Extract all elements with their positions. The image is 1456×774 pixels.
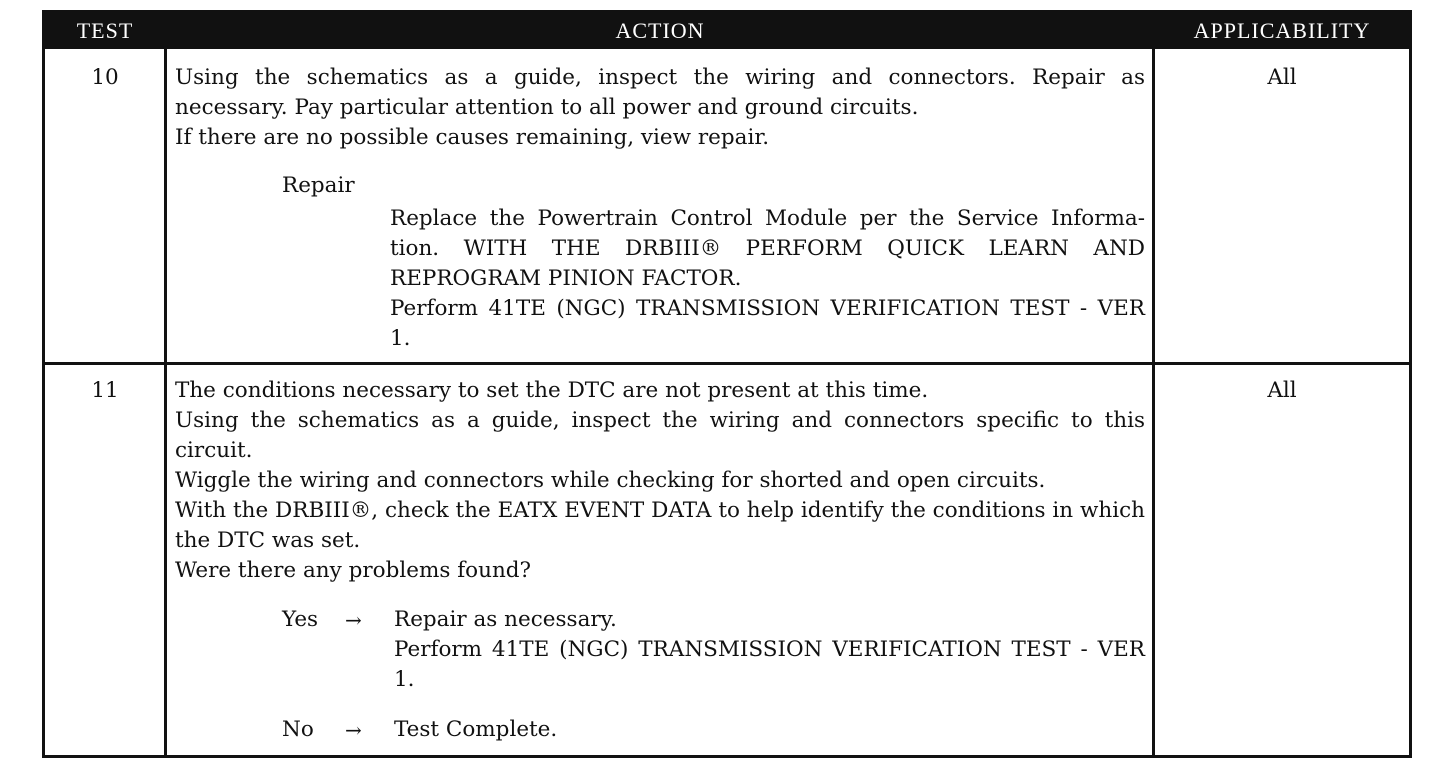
procedure-table: [42, 10, 1412, 758]
applicability-11: All: [1267, 378, 1297, 403]
arrow-right-icon: →: [345, 608, 362, 632]
header-applicability: APPLICABILITY: [1155, 13, 1409, 49]
action-paragraph: Using the schematics as a guide, inspect the wiring and connectors. Repair as necessary. Pay particular attention to all power and ground circuits.: [175, 65, 1145, 120]
header-action: ACTION: [165, 13, 1155, 49]
yes-result: [394, 605, 1145, 695]
no-line: Test Complete.: [394, 717, 558, 742]
action-paragraph: Using the schematics as a guide, inspect the wiring and connectors specific to this circuit.: [175, 408, 1145, 463]
yes-line: Repair as necessary.: [394, 607, 617, 632]
yes-line: Perform 41TE (NGC) TRANSMISSION VERIFICATION TEST - VER 1.: [394, 637, 1145, 692]
repair-line: Perform 41TE (NGC) TRANSMISSION VERIFICATION TEST - VER 1.: [390, 296, 1145, 351]
applicability-10: All: [1267, 65, 1297, 90]
repair-label: Repair: [282, 173, 355, 198]
action-paragraph: Were there any problems found?: [175, 558, 532, 583]
repair-line: Replace the Powertrain Control Module per the Service Informa-tion. WITH THE DRBIII® PERFORM QUICK LEARN AND REPROGRAM PINION FACTOR.: [390, 206, 1145, 291]
header-test: TEST: [45, 13, 165, 49]
arrow-right-icon: →: [345, 718, 362, 742]
yes-label: Yes: [282, 607, 319, 632]
action-text-11: [175, 376, 1145, 586]
action-paragraph: If there are no possible causes remaining, view repair.: [175, 125, 770, 150]
action-text-10: [175, 63, 1145, 153]
test-number-10: 10: [91, 65, 119, 90]
action-paragraph: The conditions necessary to set the DTC are not present at this time.: [175, 378, 929, 403]
repair-instructions: [390, 204, 1145, 354]
action-paragraph: Wiggle the wiring and connectors while checking for shorted and open circuits.: [175, 468, 1046, 493]
action-paragraph: With the DRBIII®, check the EATX EVENT DATA to help identify the conditions in which the DTC was set.: [175, 498, 1145, 553]
no-result: [394, 715, 1145, 745]
row-divider: [45, 362, 1409, 365]
no-label: No: [282, 717, 314, 742]
test-number-11: 11: [91, 378, 119, 403]
